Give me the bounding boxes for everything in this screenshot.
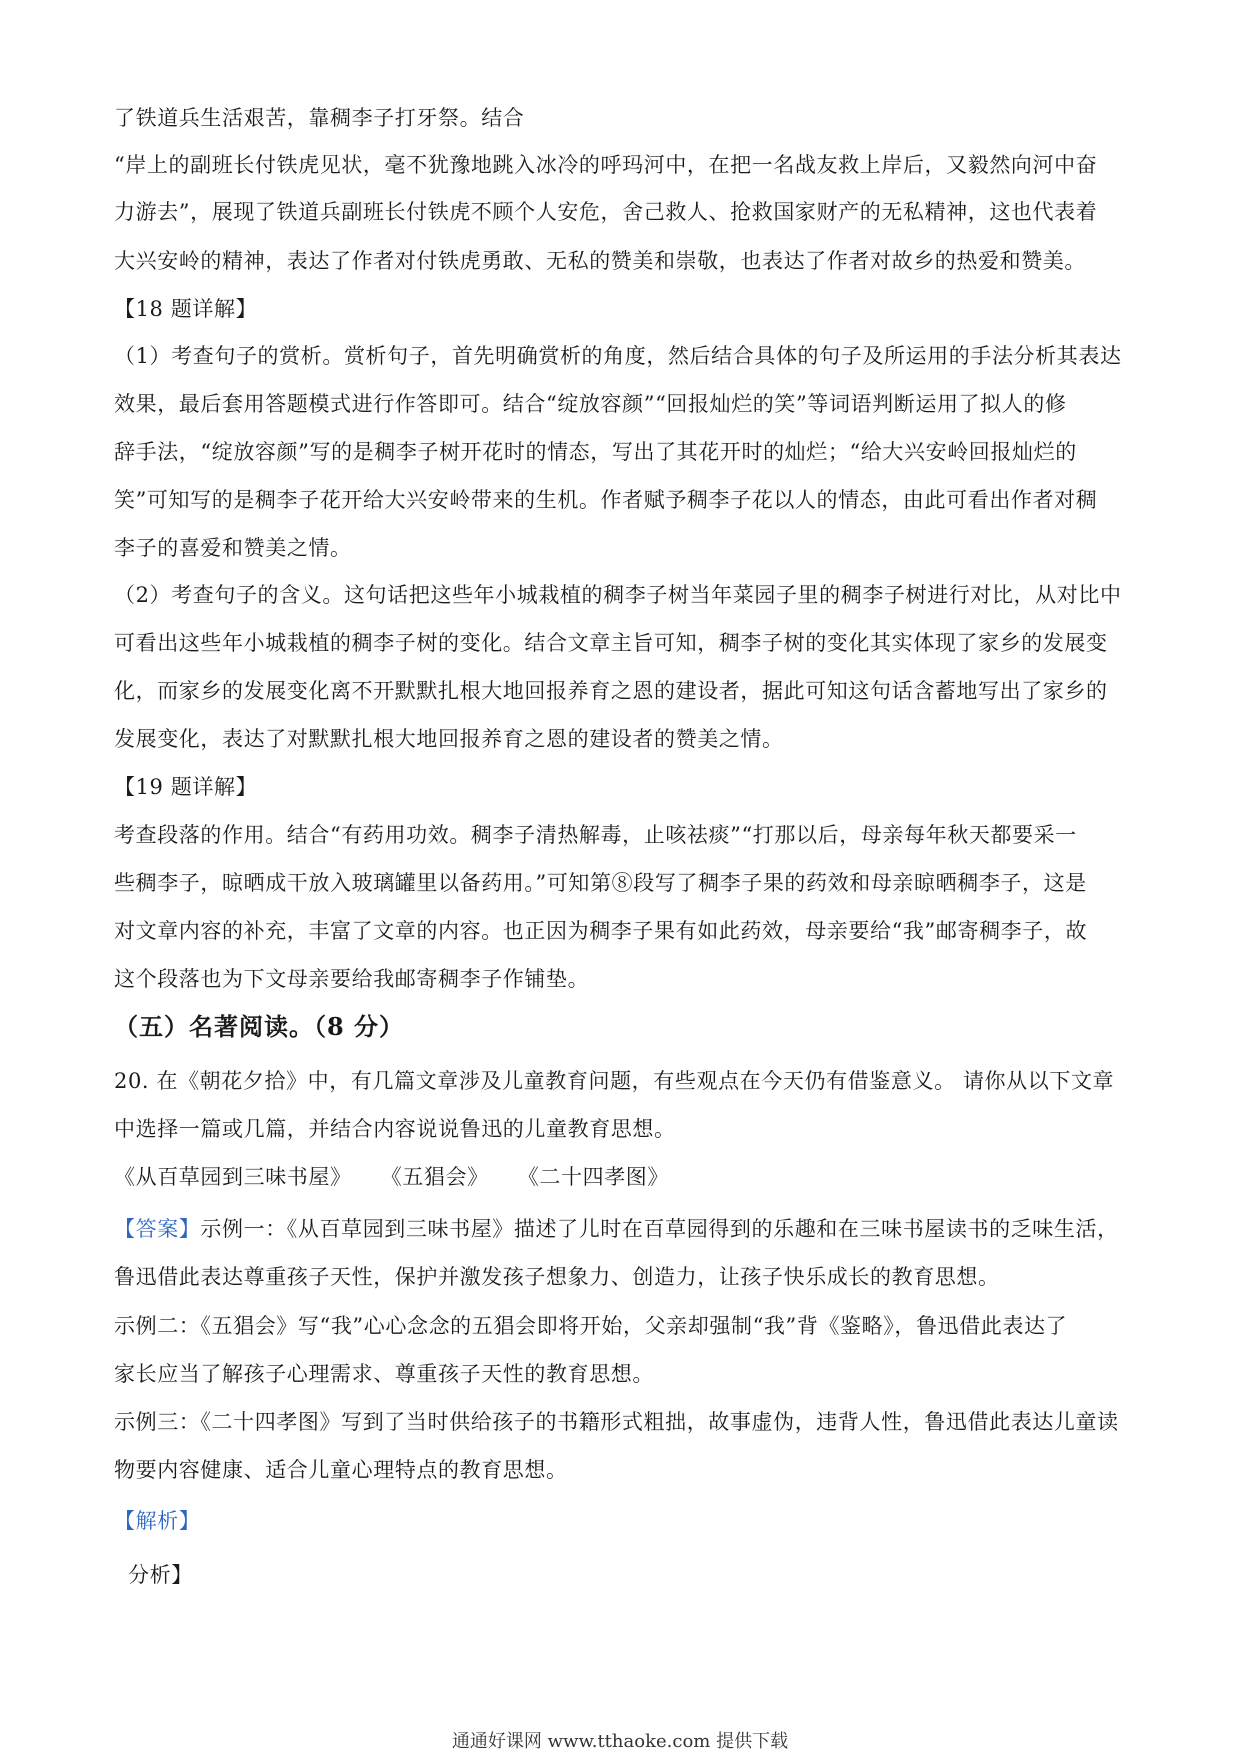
question-line: 中选择一篇或几篇，并结合内容说说鲁迅的儿童教育思想。 — [114, 1117, 676, 1141]
answer-tag: 【答案】 — [114, 1217, 201, 1241]
question-line: 20. 在《朝花夕拾》中，有几篇文章涉及儿童教育问题，有些观点在今天仍有借鉴意义。 请你从以下文章 — [114, 1069, 1115, 1093]
text-line: 发展变化，表达了对默默扎根大地回报养育之恩的建设者的赞美之情。 — [114, 727, 784, 751]
answer-line: 示例二：《五猖会》写“我”心心念念的五猖会即将开始，父亲却强制“我”背《鉴略》，鲁迅借此表达了 — [114, 1314, 1068, 1338]
text-line: （2）考查句子的含义。这句话把这些年小城栽植的稠李子树当年菜园子里的稠李子树进行对比，从对比中 — [114, 583, 1122, 607]
answer-line: 家长应当了解孩子心理需求、尊重孩子天性的教育思想。 — [114, 1362, 654, 1386]
text-line: 化，而家乡的发展变化离不开默默扎根大地回报养育之恩的建设者，据此可知这句话含蓄地写出了家乡的 — [114, 679, 1108, 703]
text-line: 这个段落也为下文母亲要给我邮寄稠李子作铺垫。 — [114, 967, 590, 991]
q18-heading: 【18 题详解】 — [114, 297, 258, 321]
text-line: 对文章内容的补充，丰富了文章的内容。也正因为稠李子果有如此药效，母亲要给“我”邮寄稠李子，故 — [114, 919, 1088, 943]
text-line: “岸上的副班长付铁虎见状，毫不犹豫地跳入冰冷的呼玛河中，在把一名战友救上岸后，又毅然向河中奋 — [114, 153, 1098, 177]
text-line: 考查段落的作用。结合“有药用功效。稠李子清热解毒，止咳祛痰”“打那以后，母亲每年秋天都要采一 — [114, 823, 1077, 847]
section-heading: （五）名著阅读。（8 分） — [114, 1012, 405, 1041]
text-line: 大兴安岭的精神，表达了作者对付铁虎勇敢、无私的赞美和崇敬，也表达了作者对故乡的热爱和赞美。 — [114, 249, 1086, 273]
analysis-subheading: 分析】 — [128, 1563, 193, 1587]
text-line: 力游去”，展现了铁道兵副班长付铁虎不顾个人安危，舍己救人、抢救国家财产的无私精神，这也代表着 — [114, 200, 1098, 224]
text-line: 效果，最后套用答题模式进行作答即可。结合“绽放容颜”“回报灿烂的笑”等词语判断运用了拟人的修 — [114, 392, 1067, 416]
answer-text: 示例一：《从百草园到三味书屋》描述了儿时在百草园得到的乐趣和在三味书屋读书的乏味生活， — [200, 1217, 1119, 1241]
answer-line: 物要内容健康、适合儿童心理特点的教育思想。 — [114, 1458, 568, 1482]
options-line: 《从百草园到三味书屋》 《五猖会》 《二十四孝图》 — [114, 1165, 669, 1189]
q19-heading: 【19 题详解】 — [114, 775, 258, 799]
text-line: 李子的喜爱和赞美之情。 — [114, 536, 352, 560]
text-line: 辞手法，“绽放容颜”写的是稠李子树开花时的情态，写出了其花开时的灿烂；“给大兴安岭回报灿烂的 — [114, 440, 1077, 464]
text-line: （1）考查句子的赏析。赏析句子，首先明确赏析的角度，然后结合具体的句子及所运用的手法分析其表达 — [114, 344, 1122, 368]
text-line: 可看出这些年小城栽植的稠李子树的变化。结合文章主旨可知，稠李子树的变化其实体现了家乡的发展变 — [114, 631, 1108, 655]
text-line: 了铁道兵生活艰苦，靠稠李子打牙祭。结合 — [114, 106, 525, 130]
text-line: 笑”可知写的是稠李子花开给大兴安岭带来的生机。作者赋予稠李子花以人的情态，由此可看出作者对稠 — [114, 488, 1098, 512]
footer-text: 通通好课网 www.tthaoke.com 提供下载 — [451, 1731, 789, 1752]
analysis-tag: 【解析】 — [114, 1509, 201, 1533]
text-line: 些稠李子，晾晒成干放入玻璃罐里以备药用。”可知第⑧段写了稠李子果的药效和母亲晾晒稠李子，这是 — [114, 871, 1087, 895]
answer-line: 示例三：《二十四孝图》写到了当时供给孩子的书籍形式粗拙，故事虚伪，违背人性，鲁迅借此表达儿童读 — [114, 1410, 1119, 1434]
answer-line — [114, 1214, 1134, 1244]
answer-line: 鲁迅借此表达尊重孩子天性，保护并激发孩子想象力、创造力，让孩子快乐成长的教育思想。 — [114, 1265, 1000, 1289]
